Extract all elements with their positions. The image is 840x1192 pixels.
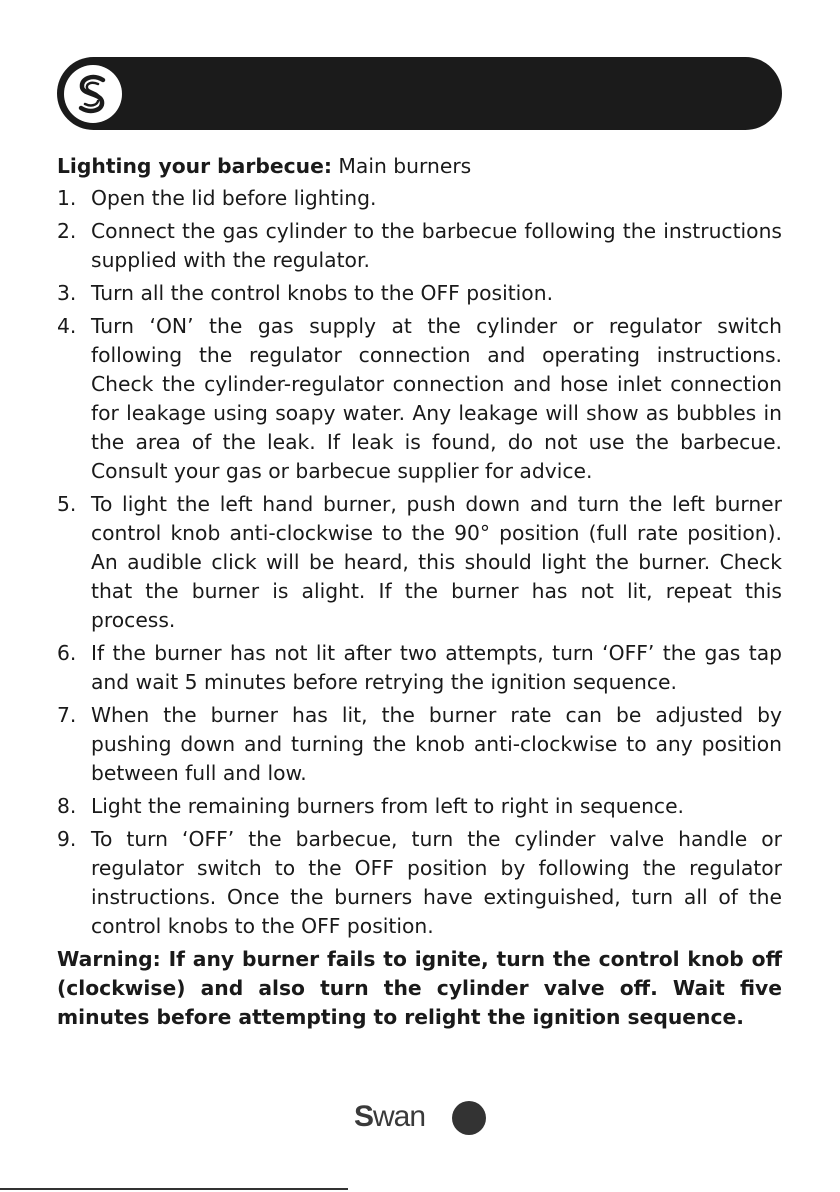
list-item xyxy=(57,279,782,308)
section-heading xyxy=(57,152,782,181)
step-number: 3. xyxy=(57,281,77,305)
step-text: Open the lid before lighting. xyxy=(91,186,377,210)
brand-letter-s: S xyxy=(354,1100,374,1133)
list-item xyxy=(57,184,782,213)
header-bar xyxy=(57,57,782,130)
heading-rest: Main burners xyxy=(331,154,472,178)
step-text: Connect the gas cylinder to the barbecue following the instructions supplied with the regulator. xyxy=(91,219,782,272)
bottom-divider xyxy=(0,1188,348,1190)
step-number: 1. xyxy=(57,186,77,210)
step-number: 5. xyxy=(57,492,77,516)
brand-letters-rest: wan xyxy=(373,1100,426,1133)
swan-brand-logo xyxy=(354,1099,440,1135)
step-text: Light the remaining burners from left to right in sequence. xyxy=(91,794,684,818)
step-number: 7. xyxy=(57,703,77,727)
list-item xyxy=(57,639,782,697)
step-text: Turn ‘ON’ the gas supply at the cylinder or regulator switch following the regulator connection and operating instructions. Check the cylinder-regulator connection and hose inlet connection for leakage using soapy water. Any leakage will show as bubbles in the area of the leak. If leak is found, do not use the barbecue. Consult your gas or barbecue supplier for advice. xyxy=(91,314,782,483)
step-number: 9. xyxy=(57,827,77,851)
step-number: 4. xyxy=(57,314,77,338)
step-text: To turn ‘OFF’ the barbecue, turn the cylinder valve handle or regulator switch to the OFF position by following the regulator instructions. Once the burners have extinguished, turn all of the control knobs to the OFF position. xyxy=(91,827,782,938)
list-item xyxy=(57,490,782,635)
list-item xyxy=(57,792,782,821)
step-text: If the burner has not lit after two attempts, turn ‘OFF’ the gas tap and wait 5 minutes before retrying the ignition sequence. xyxy=(91,641,782,694)
swan-s-logo-icon xyxy=(63,64,123,124)
page-number-circle-icon xyxy=(452,1101,486,1135)
steps-list xyxy=(57,184,782,941)
step-number: 6. xyxy=(57,641,77,665)
list-item xyxy=(57,217,782,275)
instructions-content xyxy=(57,152,782,1052)
list-item xyxy=(57,312,782,486)
step-number: 2. xyxy=(57,219,77,243)
warning-text: Warning: If any burner fails to ignite, turn the control knob off (clockwise) and also turn the cylinder valve off. Wait five minutes before attempting to relight the ignition sequence. xyxy=(57,947,782,1029)
step-text: When the burner has lit, the burner rate can be adjusted by pushing down and turning the knob anti-clockwise to any position between full and low. xyxy=(91,703,782,785)
step-text: Turn all the control knobs to the OFF position. xyxy=(91,281,554,305)
step-number: 8. xyxy=(57,794,77,818)
step-text: To light the left hand burner, push down and turn the left burner control knob anti-clockwise to the 90° position (full rate position). An audible click will be heard, this should light the burner. Check that the burner is alight. If the burner has not lit, repeat this process. xyxy=(91,492,782,632)
list-item xyxy=(57,701,782,788)
heading-bold: Lighting your barbecue: xyxy=(57,154,332,178)
list-item xyxy=(57,825,782,941)
